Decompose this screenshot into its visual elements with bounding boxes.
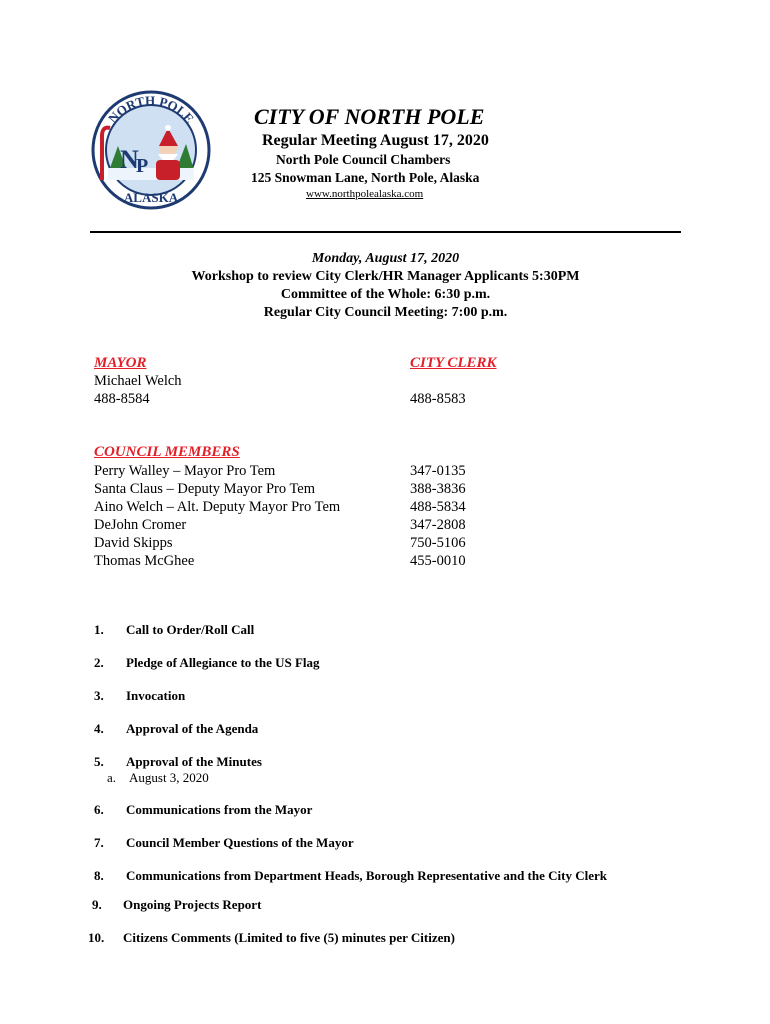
council-member-name: Aino Welch – Alt. Deputy Mayor Pro Tem xyxy=(94,499,341,515)
agenda-item-number: 9. xyxy=(92,897,102,912)
meeting-title: Regular Meeting August 17, 2020 xyxy=(262,132,489,149)
council-heading: COUNCIL MEMBERS xyxy=(94,444,240,460)
svg-text:N: N xyxy=(120,145,139,174)
council-member-list xyxy=(94,462,340,570)
agenda-item-number: 10. xyxy=(88,930,105,945)
mayor-name: Michael Welch xyxy=(94,373,182,389)
mayor-heading: MAYOR xyxy=(94,355,147,371)
agenda-item-text: Ongoing Projects Report xyxy=(123,897,262,912)
seal-bottom-text: ALASKA xyxy=(123,190,179,205)
agenda-item-text: Approval of the Agenda xyxy=(126,721,259,736)
header-divider xyxy=(90,231,681,233)
agenda-item-text: Pledge of Allegiance to the US Flag xyxy=(126,655,320,670)
schedule-workshop: Workshop to review City Clerk/HR Manager Applicants 5:30PM xyxy=(191,269,580,284)
seal-graphic xyxy=(90,88,212,212)
council-member-phone: 455-0010 xyxy=(410,553,466,569)
council-member-name: David Skipps xyxy=(94,535,173,551)
council-member-phone: 347-0135 xyxy=(410,463,466,479)
clerk-phone: 488-8583 xyxy=(410,391,466,407)
clerk-heading: CITY CLERK xyxy=(410,355,497,371)
document-title: CITY OF NORTH POLE xyxy=(254,104,485,129)
council-member-name: Thomas McGhee xyxy=(94,553,195,569)
council-member-phone: 388-3836 xyxy=(410,481,466,497)
agenda-item-number: 6. xyxy=(94,802,104,817)
agenda-item-number: 1. xyxy=(94,622,104,637)
schedule-committee: Committee of the Whole: 6:30 p.m. xyxy=(280,287,491,302)
agenda-item-number: 3. xyxy=(94,688,104,703)
agenda-subitem-text: August 3, 2020 xyxy=(129,770,209,785)
agenda-item-text: Call to Order/Roll Call xyxy=(126,622,255,637)
svg-text:P: P xyxy=(136,155,149,177)
agenda-item-number: 7. xyxy=(94,835,104,850)
agenda-item-text: Communications from the Mayor xyxy=(126,802,313,817)
agenda-item-text: Invocation xyxy=(126,688,186,703)
meeting-date: Monday, August 17, 2020 xyxy=(311,251,460,266)
meeting-place: North Pole Council Chambers xyxy=(276,152,451,167)
city-seal xyxy=(90,88,212,212)
agenda-item-text: Approval of the Minutes xyxy=(126,754,262,769)
agenda-item-text: Council Member Questions of the Mayor xyxy=(126,835,354,850)
council-member-phone: 750-5106 xyxy=(410,535,466,551)
agenda-item-number: 2. xyxy=(94,655,104,670)
schedule-regular: Regular City Council Meeting: 7:00 p.m. xyxy=(263,305,508,320)
agenda-item-number: 8. xyxy=(94,868,104,883)
agenda-item-number: 4. xyxy=(94,721,104,736)
mayor-phone: 488-8584 xyxy=(94,391,150,407)
agenda-subitem-label: a. xyxy=(107,770,117,785)
seal-top-text: NORTH POLE xyxy=(105,92,198,126)
council-member-name: Perry Walley – Mayor Pro Tem xyxy=(94,463,276,479)
council-member-name: Santa Claus – Deputy Mayor Pro Tem xyxy=(94,481,316,497)
agenda-item-text: Citizens Comments (Limited to five (5) minutes per Citizen) xyxy=(123,930,455,945)
council-member-name: DeJohn Cromer xyxy=(94,517,187,533)
website-link[interactable]: www.northpolealaska.com xyxy=(306,188,424,200)
council-member-phone: 488-5834 xyxy=(410,499,466,515)
council-phone-list xyxy=(410,462,466,570)
council-member-phone: 347-2808 xyxy=(410,517,466,533)
agenda-item-text: Communications from Department Heads, Borough Representative and the City Clerk xyxy=(126,868,607,883)
meeting-address: 125 Snowman Lane, North Pole, Alaska xyxy=(251,170,480,185)
agenda-item-number: 5. xyxy=(94,754,104,769)
